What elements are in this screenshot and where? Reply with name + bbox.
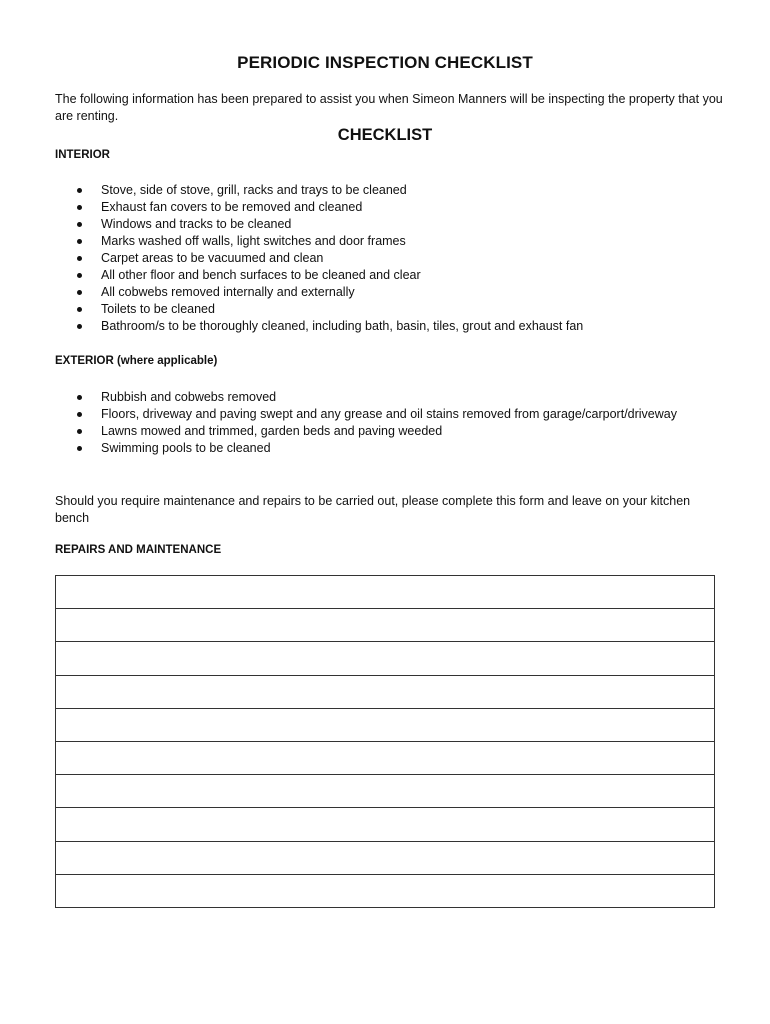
checklist-item-text: Bathroom/s to be thoroughly cleaned, including bath, basin, tiles, grout and exhaust fan bbox=[101, 319, 584, 333]
checklist-item-text: All cobwebs removed internally and externally bbox=[101, 285, 355, 299]
checklist-item bbox=[0, 182, 583, 199]
checklist-item bbox=[0, 440, 677, 457]
checklist-item bbox=[0, 216, 583, 233]
bullet-icon bbox=[77, 273, 82, 278]
bullet-icon bbox=[77, 324, 82, 329]
checklist-item-text: Carpet areas to be vacuumed and clean bbox=[101, 251, 324, 265]
repairs-entry-row[interactable] bbox=[56, 775, 714, 808]
repairs-table bbox=[55, 575, 715, 908]
bullet-icon bbox=[77, 239, 82, 244]
interior-heading: INTERIOR bbox=[55, 149, 110, 161]
checklist-item bbox=[0, 406, 677, 423]
checklist-item-text: Windows and tracks to be cleaned bbox=[101, 217, 292, 231]
checklist-item-text: Marks washed off walls, light switches and door frames bbox=[101, 234, 406, 248]
checklist-item bbox=[0, 301, 583, 318]
bullet-icon bbox=[77, 222, 82, 227]
repairs-entry-row[interactable] bbox=[56, 609, 714, 642]
exterior-heading: EXTERIOR (where applicable) bbox=[55, 355, 218, 367]
checklist-item-text: Floors, driveway and paving swept and any grease and oil stains removed from garage/carport/driveway bbox=[101, 407, 677, 421]
bullet-icon bbox=[77, 307, 82, 312]
intro-text: The following information has been prepared to assist you when Simeon Manners will be inspecting the property that you are renting. bbox=[55, 92, 723, 123]
page-title: PERIODIC INSPECTION CHECKLIST bbox=[237, 53, 533, 72]
checklist-item bbox=[0, 199, 583, 216]
checklist-item bbox=[0, 423, 677, 440]
checklist-item-text: Exhaust fan covers to be removed and cleaned bbox=[101, 200, 363, 214]
checklist-item-text: Toilets to be cleaned bbox=[101, 302, 215, 316]
checklist-item-text: Rubbish and cobwebs removed bbox=[101, 390, 277, 404]
repairs-entry-row[interactable] bbox=[56, 576, 714, 609]
checklist-item-text: Lawns mowed and trimmed, garden beds and paving weeded bbox=[101, 424, 443, 438]
repairs-entry-row[interactable] bbox=[56, 676, 714, 709]
checklist-item-text: Stove, side of stove, grill, racks and trays to be cleaned bbox=[101, 183, 407, 197]
checklist-item-text: All other floor and bench surfaces to be cleaned and clear bbox=[101, 268, 421, 282]
repairs-entry-row[interactable] bbox=[56, 808, 714, 841]
exterior-list bbox=[0, 389, 677, 457]
repairs-entry-row[interactable] bbox=[56, 642, 714, 675]
bullet-icon bbox=[77, 446, 82, 451]
checklist-item bbox=[0, 389, 677, 406]
bullet-icon bbox=[77, 205, 82, 210]
checklist-item bbox=[0, 267, 583, 284]
maintenance-note: Should you require maintenance and repairs to be carried out, please complete this form and leave on your kitchen bench bbox=[55, 494, 691, 525]
bullet-icon bbox=[77, 412, 82, 417]
interior-list bbox=[0, 182, 583, 335]
checklist-item bbox=[0, 233, 583, 250]
checklist-item bbox=[0, 250, 583, 267]
checklist-item bbox=[0, 318, 583, 335]
repairs-entry-row[interactable] bbox=[56, 742, 714, 775]
bullet-icon bbox=[77, 395, 82, 400]
checklist-subtitle: CHECKLIST bbox=[337, 126, 433, 144]
repairs-entry-row[interactable] bbox=[56, 709, 714, 742]
repairs-heading: REPAIRS AND MAINTENANCE bbox=[55, 544, 222, 556]
bullet-icon bbox=[77, 429, 82, 434]
repairs-entry-row[interactable] bbox=[56, 842, 714, 875]
repairs-entry-row[interactable] bbox=[56, 875, 714, 908]
bullet-icon bbox=[77, 290, 82, 295]
bullet-icon bbox=[77, 256, 82, 261]
checklist-item bbox=[0, 284, 583, 301]
bullet-icon bbox=[77, 188, 82, 193]
checklist-item-text: Swimming pools to be cleaned bbox=[101, 441, 271, 455]
